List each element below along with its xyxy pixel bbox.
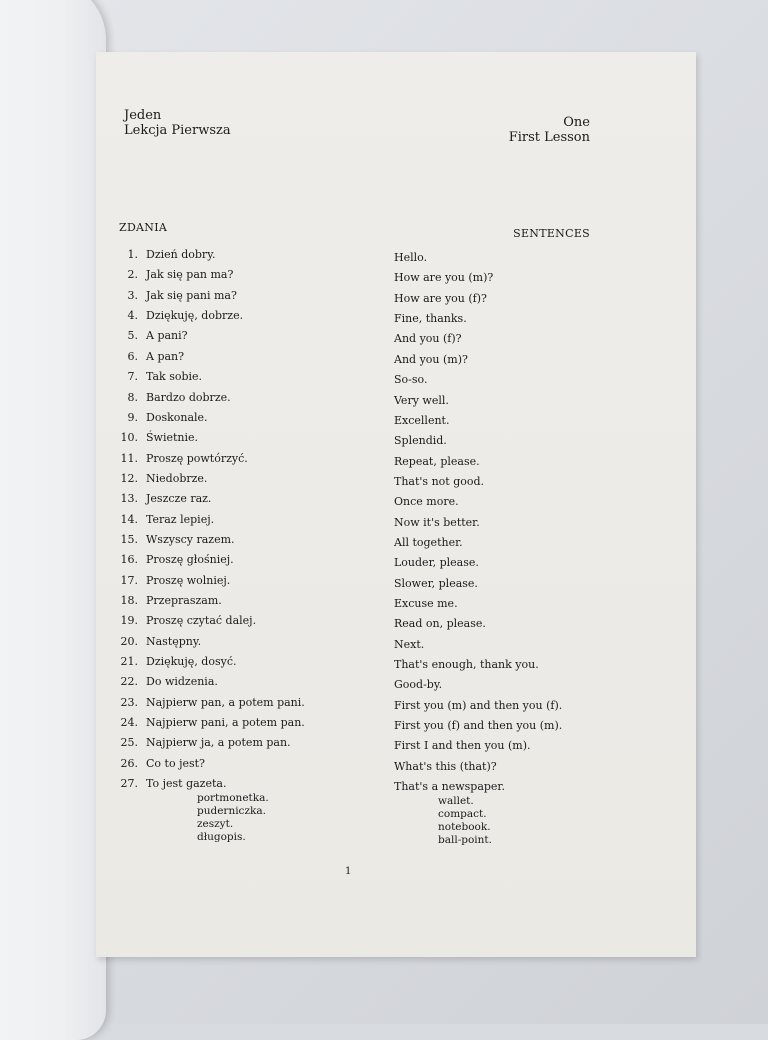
sentence-english: Fine, thanks. — [394, 312, 467, 326]
sentence-row — [96, 736, 696, 754]
sentence-polish: Doskonale. — [146, 410, 208, 424]
sentence-english: Once more. — [394, 495, 459, 509]
sentence-polish: Dzień dobry. — [146, 248, 216, 261]
sentence-english: Next. — [394, 637, 425, 651]
sentence-number: 23. — [120, 695, 138, 709]
sentence-number: 21. — [120, 655, 138, 668]
header-left — [124, 108, 231, 138]
sentence-row — [96, 248, 696, 266]
sentence-english: Good-by. — [394, 678, 443, 692]
sentence-polish: Teraz lepiej. — [146, 512, 215, 526]
sentence-english: Excellent. — [394, 413, 450, 427]
sentence-english: Repeat, please. — [394, 454, 480, 468]
sentence-row — [96, 492, 696, 510]
sentence-polish: Proszę głośniej. — [146, 553, 234, 567]
sentence-english: Hello. — [394, 251, 428, 264]
sentence-row — [96, 472, 696, 490]
section-heading-polish: ZDANIA — [119, 221, 168, 234]
sentence-row — [96, 757, 696, 775]
sentence-row — [96, 574, 696, 592]
sentence-english: Excuse me. — [394, 597, 458, 610]
sentence-row — [96, 594, 696, 612]
section-heading-english: SENTENCES — [513, 227, 590, 240]
sentence-row — [96, 513, 696, 531]
sentence-row — [96, 533, 696, 551]
sentence-english: That's enough, thank you. — [394, 658, 539, 671]
sentence-polish: Najpierw pan, a potem pani. — [146, 695, 305, 709]
sentence-polish: Dziękuję, dobrze. — [146, 309, 244, 323]
sentence-polish: Co to jest? — [146, 756, 205, 770]
sentence-polish: Jak się pani ma? — [146, 288, 237, 302]
sentence-polish: Proszę czytać dalej. — [146, 614, 257, 628]
sentence-english: First you (f) and then you (m). — [394, 719, 563, 732]
sentence-english: And you (m)? — [394, 352, 468, 366]
sentence-number: 10. — [120, 431, 138, 445]
sentence-english: First you (m) and then you (f). — [394, 698, 563, 712]
left-page-edge — [0, 0, 106, 1040]
lesson-number-english: One — [563, 115, 590, 130]
sentence-polish: Jak się pan ma? — [146, 268, 234, 282]
sentence-english: Now it's better. — [394, 515, 480, 529]
sentence-number: 16. — [120, 553, 138, 567]
sentence-polish: Następny. — [146, 634, 202, 648]
sentence-english: What's this (that)? — [394, 759, 497, 773]
substitution-pl-1: portmonetka. — [197, 792, 269, 804]
sentence-english: Splendid. — [394, 434, 447, 448]
sentence-polish: Niedobrze. — [146, 471, 208, 485]
sentence-row — [96, 289, 696, 307]
sentence-polish: Najpierw pani, a potem pan. — [146, 716, 305, 729]
sentence-row — [96, 716, 696, 734]
header-right — [509, 115, 590, 145]
sentence-polish: Proszę powtórzyć. — [146, 451, 248, 465]
substitution-pl-3: zeszyt. — [197, 818, 234, 830]
sentence-number: 25. — [120, 736, 138, 750]
sentence-english: And you (f)? — [394, 332, 462, 346]
sentence-polish: Proszę wolniej. — [146, 573, 231, 587]
substitution-pl-2: puderniczka. — [197, 805, 266, 817]
lesson-title-polish: Lekcja Pierwsza — [124, 123, 231, 138]
sentence-row — [96, 614, 696, 632]
sentence-number: 9. — [127, 410, 138, 424]
sentence-english: All together. — [394, 535, 463, 549]
sentence-number: 18. — [120, 594, 138, 607]
sentence-number: 2. — [127, 268, 138, 282]
sentence-row — [96, 391, 696, 409]
sentence-english: That's not good. — [394, 474, 485, 488]
sentence-row — [96, 553, 696, 571]
sentence-number: 13. — [120, 492, 138, 506]
sentence-row — [96, 411, 696, 429]
sentence-number: 24. — [120, 716, 138, 729]
sentence-polish: A pan? — [146, 349, 185, 363]
sentence-row — [96, 329, 696, 347]
sentence-polish: Do widzenia. — [146, 675, 218, 689]
sentence-polish: Przepraszam. — [146, 594, 222, 607]
lesson-title-english: First Lesson — [508, 130, 590, 145]
sentence-row — [96, 675, 696, 693]
sentence-number: 5. — [127, 329, 138, 343]
sentence-number: 1. — [127, 248, 138, 261]
sentence-number: 27. — [120, 777, 138, 791]
sentence-number: 8. — [127, 390, 138, 404]
substitution-en-2: compact. — [438, 808, 487, 820]
sentence-row — [96, 268, 696, 286]
sentence-polish: Tak sobie. — [146, 370, 203, 384]
sentence-row — [96, 777, 696, 795]
substitution-pl-4: długopis. — [197, 831, 246, 843]
sentence-number: 3. — [127, 288, 138, 302]
sentence-polish: Jeszcze raz. — [146, 492, 212, 506]
sentence-english: How are you (f)? — [394, 291, 487, 305]
sentence-english: Louder, please. — [394, 556, 479, 570]
sentence-number: 26. — [120, 756, 138, 770]
sentence-polish: Wszyscy razem. — [146, 532, 235, 546]
substitution-en-3: notebook. — [438, 821, 491, 833]
sentence-polish: To jest gazeta. — [146, 777, 227, 791]
book-page — [96, 52, 696, 957]
sentence-english: How are you (m)? — [394, 271, 494, 285]
sentence-number: 17. — [120, 573, 138, 587]
sentence-number: 6. — [127, 349, 138, 363]
sentence-number: 7. — [127, 370, 138, 384]
lesson-number-polish: Jeden — [124, 108, 162, 123]
sentence-polish: Bardzo dobrze. — [146, 390, 231, 404]
sentence-number: 11. — [120, 451, 138, 465]
sentence-number: 12. — [120, 471, 138, 485]
sentence-english: That's a newspaper. — [394, 780, 505, 794]
sentence-english: So-so. — [394, 373, 428, 387]
sentence-row — [96, 655, 696, 673]
sentence-english: Read on, please. — [394, 617, 486, 631]
page-number: 1 — [345, 866, 352, 877]
sentence-number: 14. — [120, 512, 138, 526]
sentence-polish: Świetnie. — [146, 431, 199, 445]
sentence-number: 19. — [120, 614, 138, 628]
sentence-polish: A pani? — [146, 329, 188, 343]
sentence-row — [96, 635, 696, 653]
sentence-row — [96, 350, 696, 368]
sentence-number: 20. — [120, 634, 138, 648]
substitution-en-4: ball-point. — [438, 834, 492, 846]
substitution-en-1: wallet. — [438, 795, 474, 807]
sentence-english: First I and then you (m). — [394, 739, 531, 753]
sentence-row — [96, 309, 696, 327]
sentence-row — [96, 452, 696, 470]
sentence-polish: Dziękuję, dosyć. — [146, 655, 237, 668]
sentence-english: Very well. — [394, 393, 449, 407]
sentence-polish: Najpierw ja, a potem pan. — [146, 736, 291, 750]
sentence-row — [96, 370, 696, 388]
sentence-number: 4. — [127, 309, 138, 323]
sentence-row — [96, 431, 696, 449]
sentence-english: Slower, please. — [394, 576, 478, 590]
sentence-number: 22. — [120, 675, 138, 689]
sentence-row — [96, 696, 696, 714]
sentence-number: 15. — [120, 532, 138, 546]
